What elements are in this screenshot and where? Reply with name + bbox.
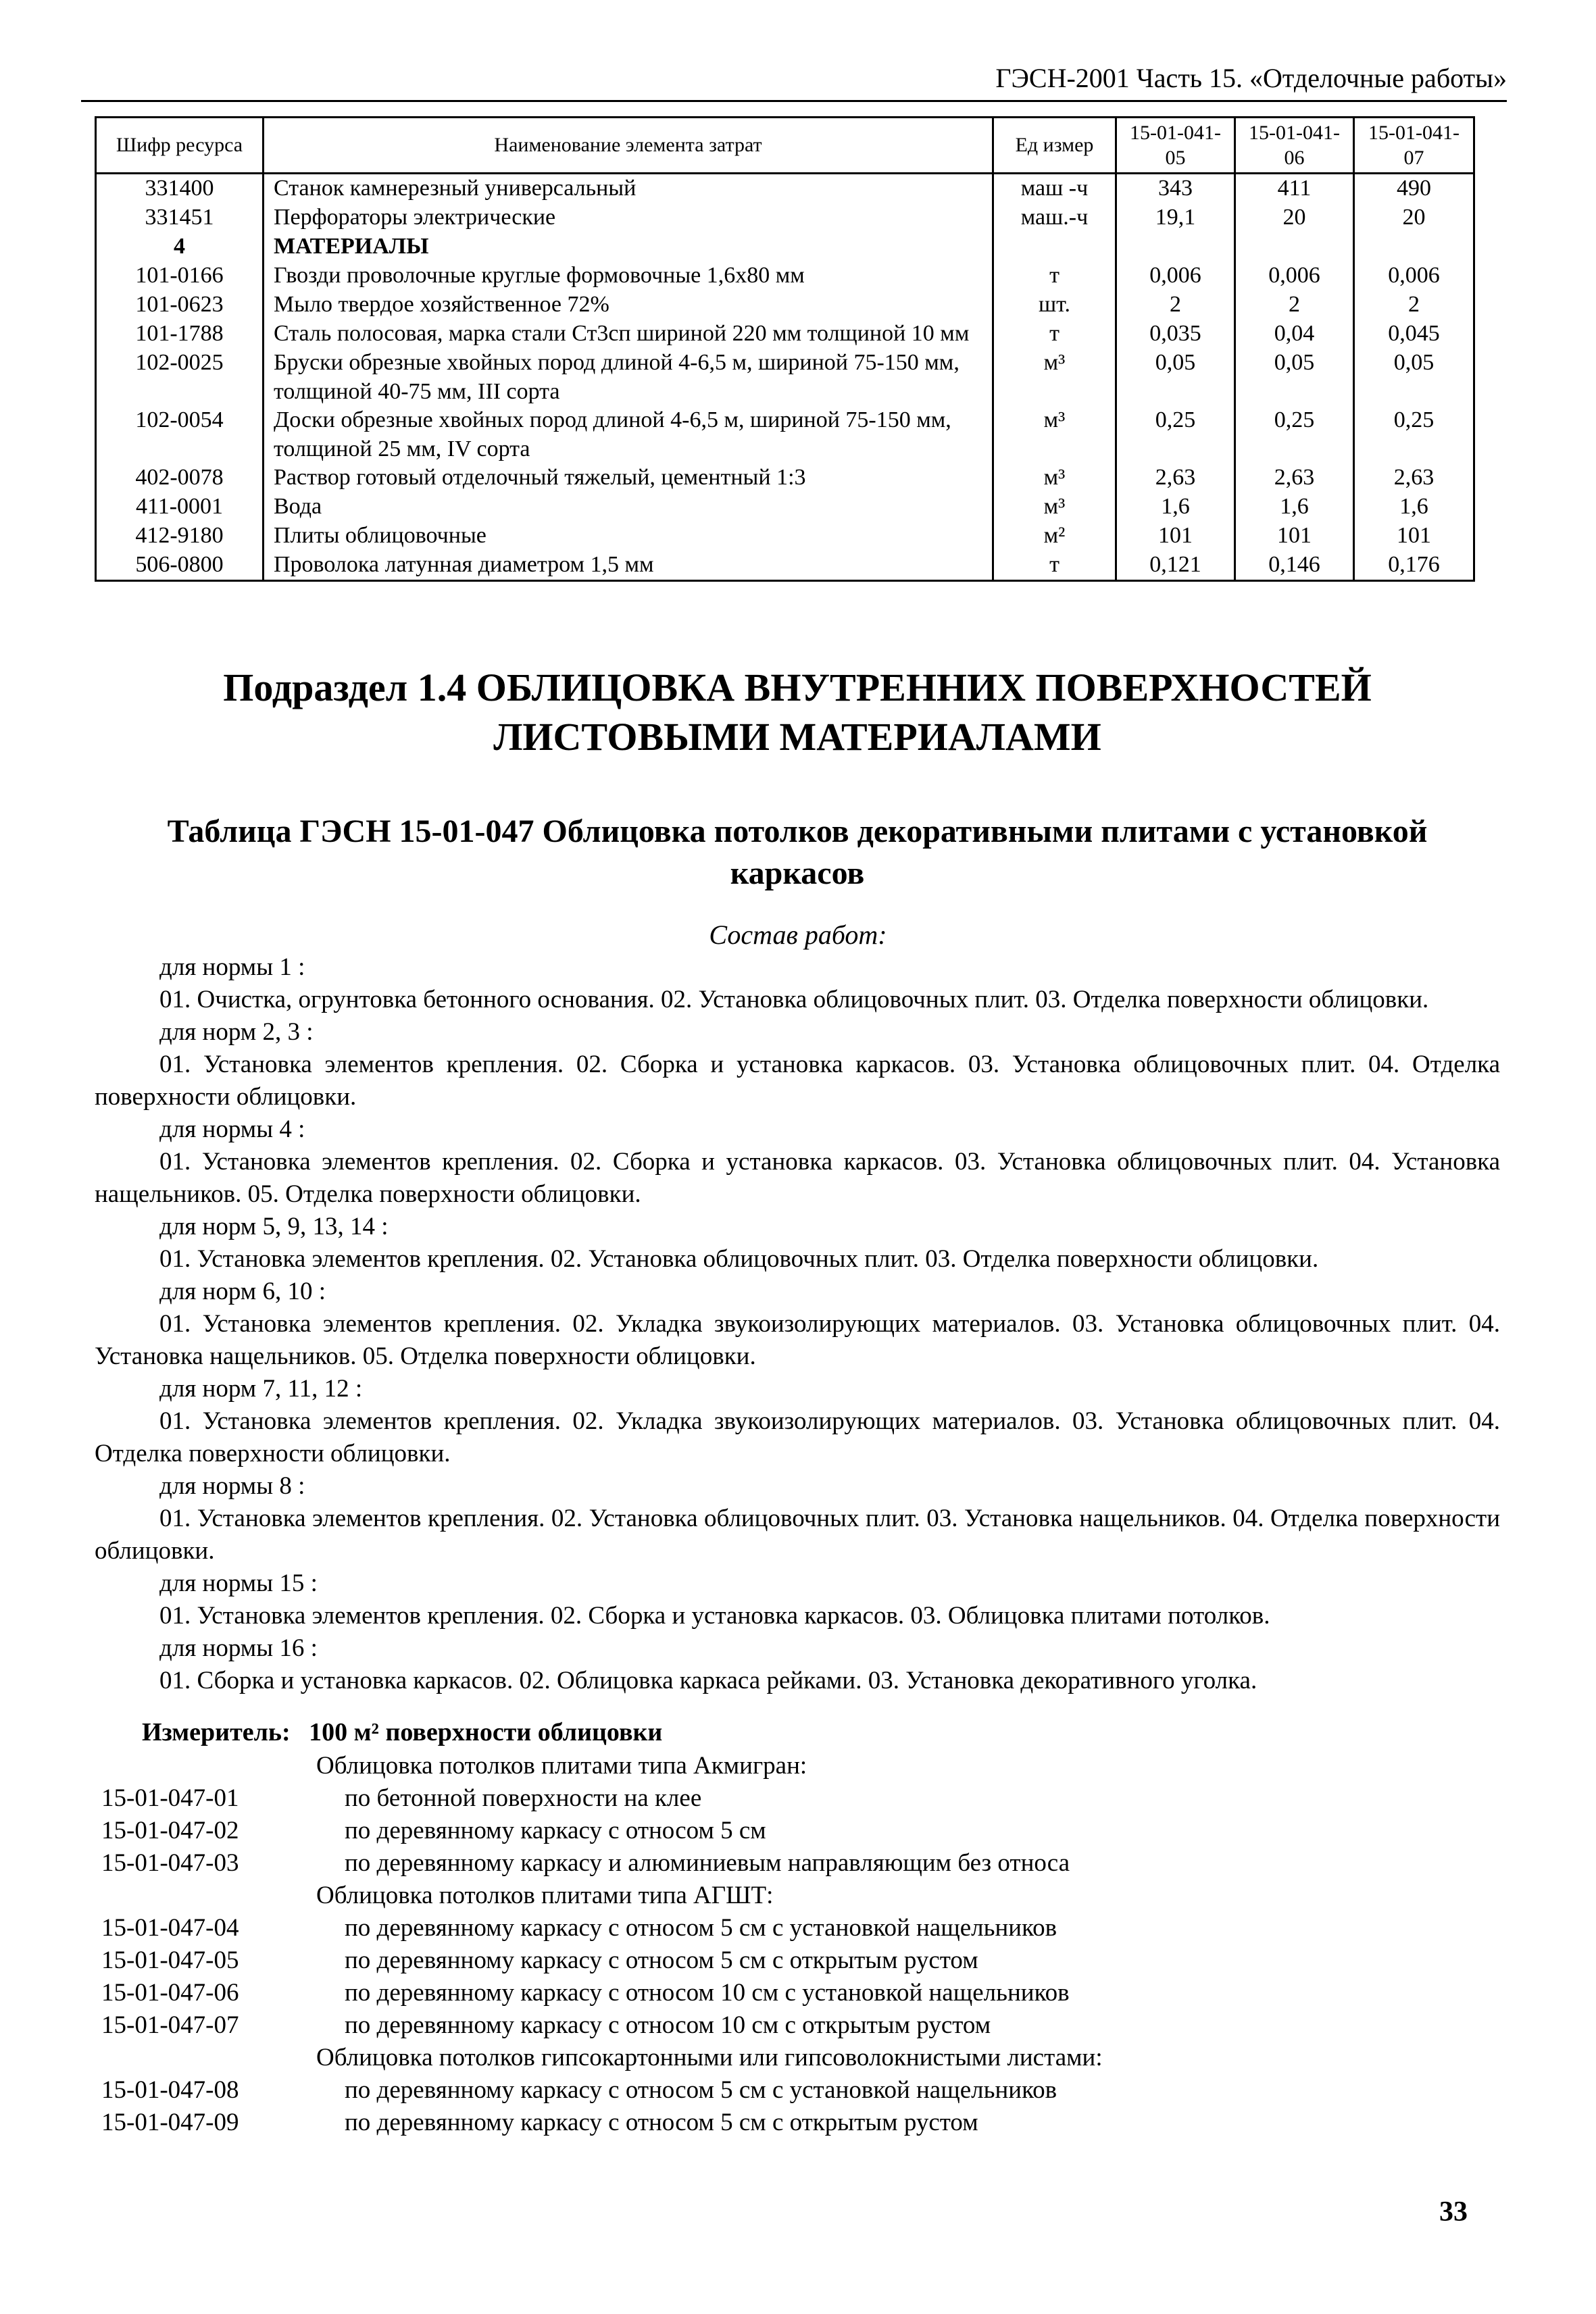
norm-code: 15-01-047-04 [101, 1914, 239, 1942]
norm-code: 15-01-047-06 [101, 1979, 239, 2007]
cell-value: 101 [1354, 522, 1474, 551]
table-title-line: Таблица ГЭСН 15-01-047 Облицовка потолков декоративными плитами с установкой [167, 813, 1428, 849]
measure-label: Измеритель: [142, 1718, 291, 1746]
cell-value: 0,05 [1354, 349, 1474, 406]
norm-text: 01. Установка элементов крепления. 02. Установка облицовочных плит. 03. Установка нащельников. 04. Отделка поверхности облицовки. [95, 1505, 1500, 1565]
cell-unit: шт. [993, 291, 1116, 320]
work-composition [95, 951, 1500, 1697]
cell-code: 101-0623 [96, 291, 264, 320]
norm-description: по бетонной поверхности на клее [345, 1784, 702, 1812]
table-row [96, 406, 1474, 463]
norm-text: 01. Установка элементов крепления. 02. Укладка звукоизолирующих материалов. 03. Установка облицовочных плит. 04. Установка нащельников. 05. Отделка поверхности облицовки. [95, 1310, 1500, 1370]
table-row [96, 174, 1474, 204]
table-row [96, 261, 1474, 291]
cell-unit: т [993, 320, 1116, 349]
code-row [95, 2009, 1500, 2042]
cell-value: 2,63 [1354, 463, 1474, 493]
cell-value: 0,25 [1116, 406, 1235, 463]
table-row [96, 320, 1474, 349]
column-header: 15-01-041-06 [1235, 118, 1354, 174]
norm-description: по деревянному каркасу и алюминиевым направляющим без относа [345, 1849, 1070, 1877]
cell-name: Гвозди проволочные круглые формовочные 1,6х80 мм [264, 261, 993, 291]
norm-code: 15-01-047-03 [101, 1849, 239, 1877]
cell-value: 0,045 [1354, 320, 1474, 349]
running-header: ГЭСН-2001 Часть 15. «Отделочные работы» [81, 65, 1507, 102]
cell-name: Раствор готовый отделочный тяжелый, цементный 1:3 [264, 463, 993, 493]
cell-code: 331400 [96, 174, 264, 204]
cell-name: Плиты облицовочные [264, 522, 993, 551]
norm-text: 01. Установка элементов крепления. 02. Укладка звукоизолирующих материалов. 03. Установка облицовочных плит. 04. Отделка поверхности облицовки. [95, 1407, 1500, 1467]
norm-code: 15-01-047-02 [101, 1817, 239, 1844]
norm-description: по деревянному каркасу с относом 5 см с открытым рустом [345, 1946, 978, 1974]
cell-unit: т [993, 551, 1116, 581]
cell-value: 0,006 [1116, 261, 1235, 291]
cell-value: 2 [1354, 291, 1474, 320]
cell-name: Вода [264, 493, 993, 522]
norm-code: 15-01-047-09 [101, 2109, 239, 2136]
cell-name: Сталь полосовая, марка стали Ст3сп шириной 220 мм толщиной 10 мм [264, 320, 993, 349]
code-row [95, 1944, 1500, 1977]
code-row [95, 2107, 1500, 2139]
norm-label: для нормы 4 : [159, 1115, 305, 1143]
cell-value: 2 [1116, 291, 1235, 320]
cell-value: 0,006 [1354, 261, 1474, 291]
cell-value: 0,25 [1235, 406, 1354, 463]
norm-description: по деревянному каркасу с относом 10 см с открытым рустом [345, 2011, 991, 2039]
resource-table-body [96, 174, 1474, 581]
cell-code: 331451 [96, 203, 264, 232]
norm-code: 15-01-047-05 [101, 1946, 239, 1974]
norm-code: 15-01-047-01 [101, 1784, 239, 1812]
norm-text: 01. Установка элементов крепления. 02. Сборка и установка каркасов. 03. Облицовка плитами потолков. [159, 1602, 1270, 1630]
cell-value: 0,25 [1354, 406, 1474, 463]
column-header: 15-01-041-07 [1354, 118, 1474, 174]
cell-code: 402-0078 [96, 463, 264, 493]
code-row [95, 1912, 1500, 1944]
cell-value: 0,04 [1235, 320, 1354, 349]
code-row [95, 1847, 1500, 1880]
cell-name: Перфораторы электрические [264, 203, 993, 232]
table-row [96, 522, 1474, 551]
cell-code: 101-0166 [96, 261, 264, 291]
subsection-title-line: Подраздел 1.4 ОБЛИЦОВКА ВНУТРЕННИХ ПОВЕРХНОСТЕЙ [223, 665, 1372, 709]
cell-value [1116, 232, 1235, 261]
cell-name: МАТЕРИАЛЫ [264, 232, 993, 261]
table-title-line: каркасов [730, 855, 865, 892]
cell-value: 20 [1354, 203, 1474, 232]
norm-label: для нормы 16 : [159, 1634, 318, 1662]
norm-label: для норм 6, 10 : [159, 1278, 326, 1305]
cell-name: Мыло твердое хозяйственное 72% [264, 291, 993, 320]
resource-table [95, 116, 1475, 582]
norm-label: для нормы 8 : [159, 1472, 305, 1500]
cell-value: 2,63 [1235, 463, 1354, 493]
cell-code: 4 [96, 232, 264, 261]
cell-value: 0,035 [1116, 320, 1235, 349]
norm-text: 01. Установка элементов крепления. 02. Сборка и установка каркасов. 03. Установка облицовочных плит. 04. Установка нащельников. 05. Отделка поверхности облицовки. [95, 1148, 1500, 1208]
code-group-title: Облицовка потолков плитами типа Акмигран: [316, 1752, 807, 1780]
table-row [96, 232, 1474, 261]
cell-value: 343 [1116, 174, 1235, 204]
column-header: Шифр ресурса [96, 118, 264, 174]
cell-value [1235, 232, 1354, 261]
measure-value: 100 м² поверхности облицовки [309, 1718, 663, 1746]
cell-value: 0,121 [1116, 551, 1235, 581]
table-row [96, 463, 1474, 493]
norm-label: для нормы 15 : [159, 1569, 318, 1597]
norm-label: для норм 5, 9, 13, 14 : [159, 1213, 389, 1240]
cell-unit: маш -ч [993, 174, 1116, 204]
cell-value: 19,1 [1116, 203, 1235, 232]
table-row [96, 203, 1474, 232]
cell-unit [993, 232, 1116, 261]
norm-description: по деревянному каркасу с относом 5 см с установкой нащельников [345, 1914, 1057, 1942]
norm-text: 01. Очистка, огрунтовка бетонного основания. 02. Установка облицовочных плит. 03. Отделка поверхности облицовки. [159, 986, 1429, 1013]
composition-caption: Состав работ: [709, 920, 887, 950]
code-row [95, 1977, 1500, 2009]
subsection-title [122, 663, 1473, 761]
norm-label: для нормы 1 : [159, 953, 305, 981]
cell-value: 0,006 [1235, 261, 1354, 291]
cell-value: 0,176 [1354, 551, 1474, 581]
cell-value: 0,05 [1116, 349, 1235, 406]
cell-value: 411 [1235, 174, 1354, 204]
table-row [96, 493, 1474, 522]
code-row [95, 2074, 1500, 2107]
cell-name: Доски обрезные хвойных пород длиной 4-6,5 м, шириной 75-150 мм, толщиной 25 мм, IV сорта [264, 406, 993, 463]
cell-value: 2 [1235, 291, 1354, 320]
norm-label: для норм 7, 11, 12 : [159, 1375, 363, 1403]
cell-code: 101-1788 [96, 320, 264, 349]
cell-value: 2,63 [1116, 463, 1235, 493]
cell-value: 0,146 [1235, 551, 1354, 581]
table-row [96, 551, 1474, 581]
cell-value: 1,6 [1116, 493, 1235, 522]
cell-value: 101 [1116, 522, 1235, 551]
cell-code: 411-0001 [96, 493, 264, 522]
cell-value: 1,6 [1354, 493, 1474, 522]
column-header: Наименование элемента затрат [264, 118, 993, 174]
cell-unit: м³ [993, 463, 1116, 493]
cell-value: 1,6 [1235, 493, 1354, 522]
norm-code: 15-01-047-08 [101, 2076, 239, 2104]
norm-code: 15-01-047-07 [101, 2011, 239, 2039]
norm-code-list [95, 1750, 1500, 2139]
code-group-title: Облицовка потолков гипсокартонными или гипсоволокнистыми листами: [316, 2044, 1103, 2071]
code-row [95, 1815, 1500, 1847]
cell-unit: м³ [993, 349, 1116, 406]
cell-value: 490 [1354, 174, 1474, 204]
cell-unit: м² [993, 522, 1116, 551]
norm-text: 01. Сборка и установка каркасов. 02. Облицовка каркаса рейками. 03. Установка декоративного уголка. [159, 1667, 1257, 1694]
page-number: 33 [1439, 2196, 1468, 2228]
table-row [96, 291, 1474, 320]
cell-unit: м³ [993, 493, 1116, 522]
table-row [96, 349, 1474, 406]
cell-unit: маш.-ч [993, 203, 1116, 232]
cell-code: 102-0025 [96, 349, 264, 406]
cell-value: 0,05 [1235, 349, 1354, 406]
cell-unit: м³ [993, 406, 1116, 463]
cell-value: 20 [1235, 203, 1354, 232]
subsection-title-line: ЛИСТОВЫМИ МАТЕРИАЛАМИ [493, 714, 1101, 759]
measure-line [142, 1717, 662, 1747]
cell-code: 102-0054 [96, 406, 264, 463]
norm-description: по деревянному каркасу с относом 5 см с установкой нащельников [345, 2076, 1057, 2104]
table-header-row [96, 118, 1474, 174]
norm-description: по деревянному каркасу с относом 5 см [345, 1817, 766, 1844]
norm-description: по деревянному каркасу с относом 5 см с открытым рустом [345, 2109, 978, 2136]
code-row [95, 1782, 1500, 1815]
table-title [88, 811, 1507, 895]
cell-name: Бруски обрезные хвойных пород длиной 4-6,5 м, шириной 75-150 мм, толщиной 40-75 мм, III сорта [264, 349, 993, 406]
cell-value [1354, 232, 1474, 261]
cell-code: 506-0800 [96, 551, 264, 581]
cell-code: 412-9180 [96, 522, 264, 551]
cell-unit: т [993, 261, 1116, 291]
norm-label: для норм 2, 3 : [159, 1018, 314, 1046]
column-header: Ед измер [993, 118, 1116, 174]
norm-text: 01. Установка элементов крепления. 02. Сборка и установка каркасов. 03. Установка облицовочных плит. 04. Отделка поверхности облицовки. [95, 1051, 1500, 1111]
cell-name: Проволока латунная диаметром 1,5 мм [264, 551, 993, 581]
column-header: 15-01-041-05 [1116, 118, 1235, 174]
norm-text: 01. Установка элементов крепления. 02. Установка облицовочных плит. 03. Отделка поверхности облицовки. [159, 1245, 1319, 1273]
code-group-title: Облицовка потолков плитами типа АГШТ: [316, 1882, 774, 1909]
cell-value: 101 [1235, 522, 1354, 551]
norm-description: по деревянному каркасу с относом 10 см с установкой нащельников [345, 1979, 1070, 2007]
cell-name: Станок камнерезный универсальный [264, 174, 993, 204]
